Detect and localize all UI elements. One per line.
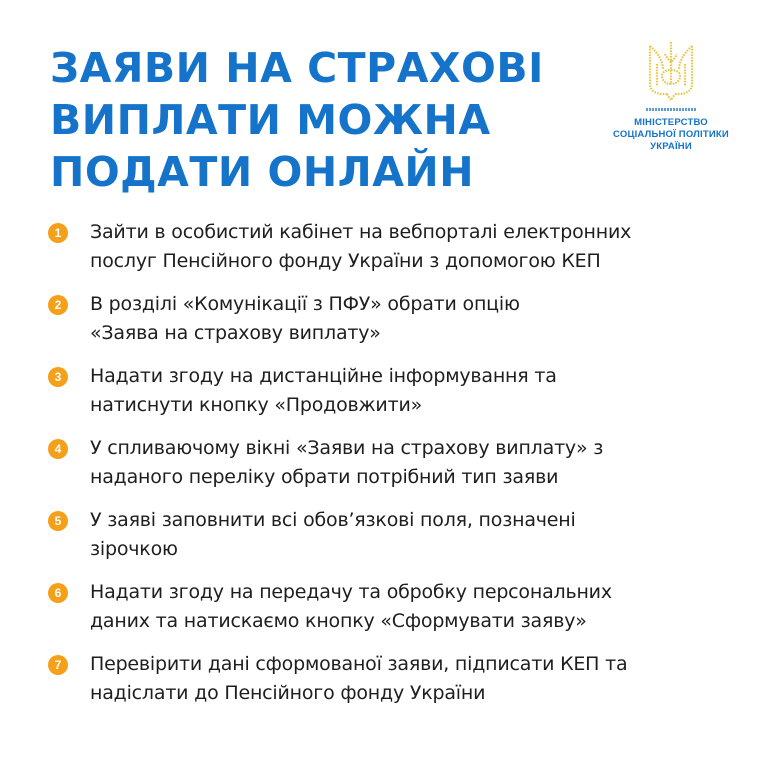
- step-number-badge: 5: [48, 511, 68, 531]
- step-text-line: У спливаючому вікні «Заяви на страхову виплату» з: [90, 437, 604, 459]
- step-text-line: У заяві заповнити всі обов’язкові поля, позначені: [90, 509, 576, 531]
- ministry-name: [596, 117, 746, 153]
- list-item: [48, 506, 738, 578]
- ministry-name-line: МІНІСТЕРСТВО: [634, 117, 708, 128]
- step-text: [90, 650, 627, 708]
- steps-list: [48, 218, 738, 722]
- step-text: [90, 506, 576, 564]
- logo-divider: [646, 108, 696, 111]
- step-text: [90, 290, 520, 348]
- step-text-line: послуг Пенсійного фонду України з допомогою КЕП: [90, 250, 601, 272]
- step-text-line: даних та натискаємо кнопку «Сформувати заяву»: [90, 610, 587, 632]
- list-item: [48, 290, 738, 362]
- step-text-line: Надати згоду на дистанційне інформування та: [90, 365, 557, 387]
- step-text-line: натиснути кнопку «Продовжити»: [90, 394, 423, 416]
- step-text: [90, 362, 557, 420]
- ministry-logo: [596, 40, 746, 153]
- step-text-line: зірочкою: [90, 538, 178, 560]
- title-line: ЗАЯВИ НА СТРАХОВІ: [50, 44, 544, 92]
- trident-coat-of-arms-icon: [645, 40, 697, 102]
- title-line: ПОДАТИ ОНЛАЙН: [50, 148, 475, 196]
- step-number-badge: 7: [48, 655, 68, 675]
- ministry-name-line: СОЦІАЛЬНОЇ ПОЛІТИКИ: [613, 129, 729, 140]
- step-text-line: Перевірити дані сформованої заяви, підписати КЕП та: [90, 653, 628, 675]
- step-text-line: Зайти в особистий кабінет на вебпорталі електронних: [90, 221, 632, 243]
- title-line: ВИПЛАТИ МОЖНА: [50, 96, 491, 144]
- ministry-name-line: УКРАЇНИ: [650, 141, 692, 152]
- step-number-badge: 3: [48, 367, 68, 387]
- list-item: [48, 578, 738, 650]
- step-text-line: В розділі «Комунікації з ПФУ» обрати опцію: [90, 293, 520, 315]
- list-item: [48, 218, 738, 290]
- step-text-line: Надати згоду на передачу та обробку персональних: [90, 581, 612, 603]
- step-text: [90, 434, 603, 492]
- step-number-badge: 2: [48, 295, 68, 315]
- step-text-line: «Заява на страхову виплату»: [90, 322, 381, 344]
- list-item: [48, 434, 738, 506]
- step-number-badge: 6: [48, 583, 68, 603]
- step-number-badge: 4: [48, 439, 68, 459]
- list-item: [48, 650, 738, 722]
- step-text: [90, 578, 612, 636]
- step-text: [90, 218, 631, 276]
- step-number-badge: 1: [48, 223, 68, 243]
- step-text-line: наданого переліку обрати потрібний тип заяви: [90, 466, 559, 488]
- step-text-line: надіслати до Пенсійного фонду України: [90, 682, 486, 704]
- list-item: [48, 362, 738, 434]
- page-title: [50, 42, 570, 198]
